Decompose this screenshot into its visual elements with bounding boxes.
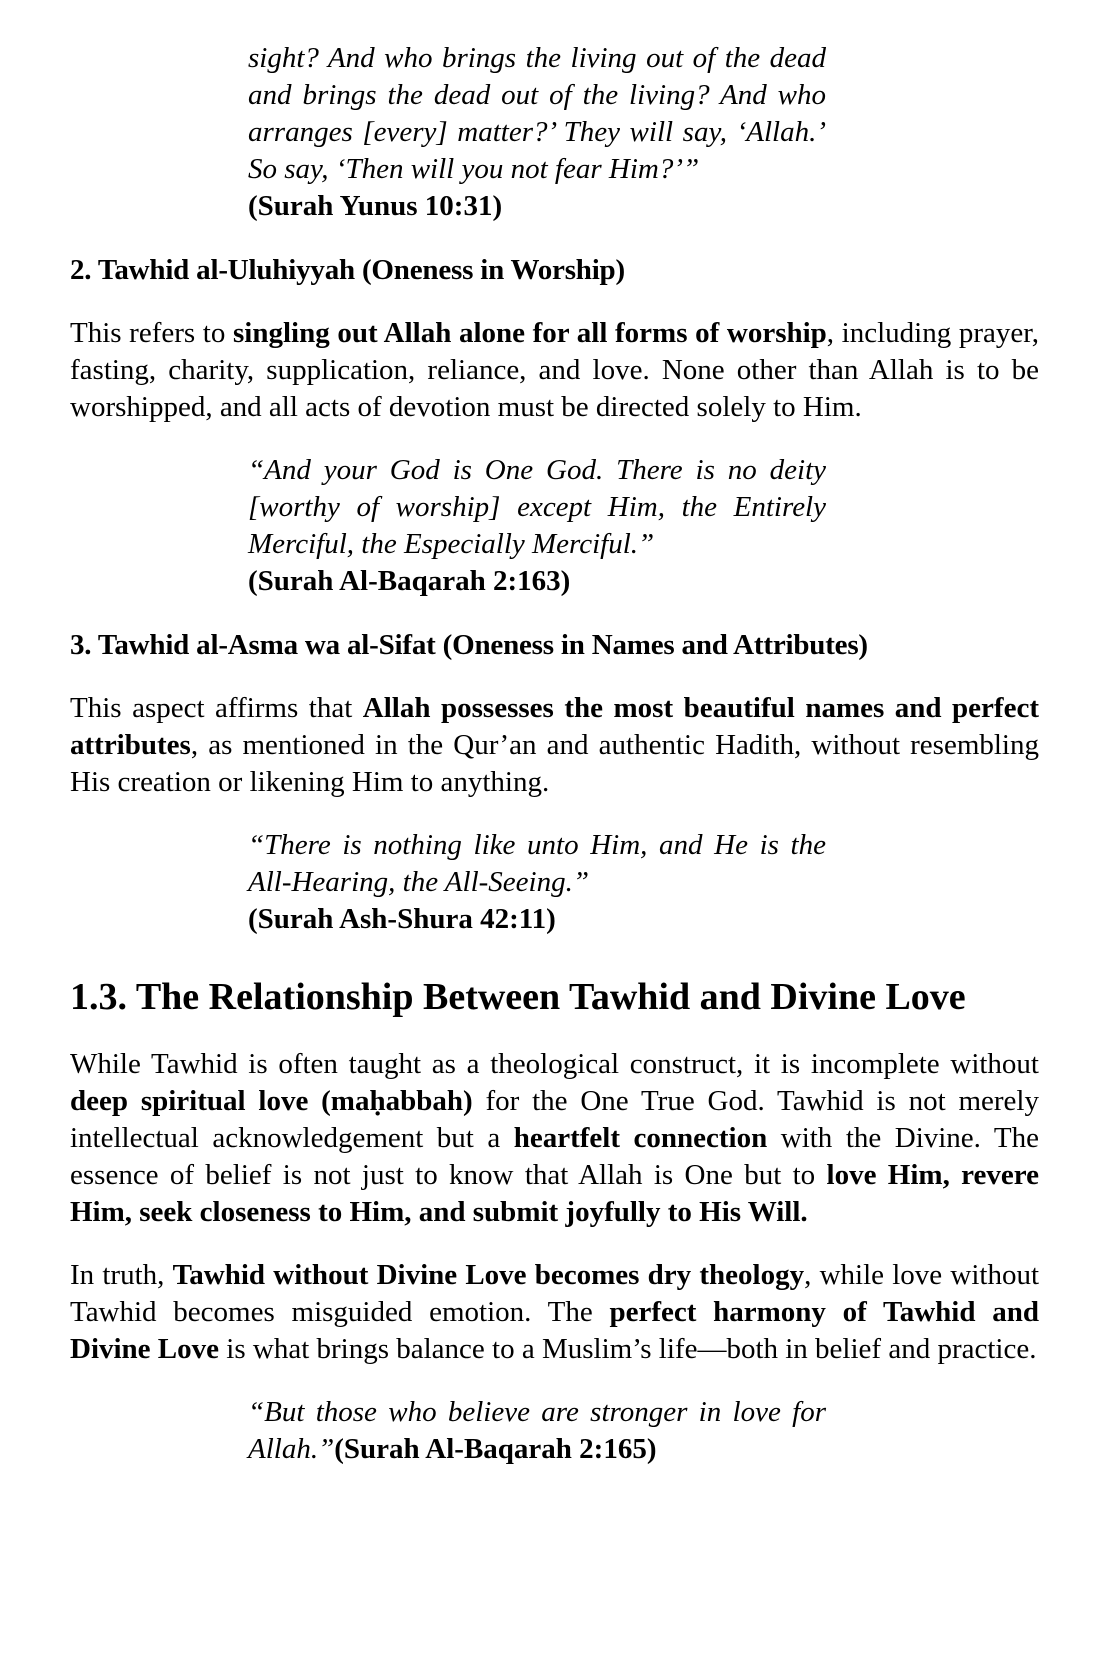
text-segment: is what brings balance to a Muslim’s life—both in belief and practice. <box>219 1333 1037 1365</box>
text-segment: This refers to <box>70 317 233 349</box>
quote-text: “And your God is One God. There is no deity [worthy of worship] except Him, the Entirely Merciful, the Especially Merciful.” <box>248 454 826 560</box>
bold-text-segment: heartfelt connection <box>513 1122 768 1154</box>
text-segment: with the Divine. The essence of belief is not just to know that Allah is One but to <box>70 1122 1039 1191</box>
quote-citation: (Surah Ash-Shura 42:11) <box>248 903 556 935</box>
bold-text-segment: Tawhid without Divine Love becomes dry theology <box>172 1259 805 1291</box>
bold-text-segment: deep spiritual love (maḥabbah) <box>70 1085 473 1117</box>
quote-text: “There is nothing like unto Him, and He is the All-Hearing, the All-Seeing.” <box>248 829 826 898</box>
section-heading <box>70 974 1039 1020</box>
section-title: The Relationship Between Tawhid and Divine Love <box>135 976 966 1018</box>
bold-text-segment: Allah possesses the most beautiful names and perfect attributes <box>70 692 1039 761</box>
quran-quote <box>248 40 826 225</box>
text-segment: While Tawhid is often taught as a theological construct, it is incomplete without <box>70 1048 1039 1080</box>
quote-citation: (Surah Yunus 10:31) <box>248 190 503 222</box>
quote-citation: (Surah Al-Baqarah 2:165) <box>334 1433 657 1465</box>
text-segment: This aspect affirms that <box>70 692 363 724</box>
text-segment: , while love without Tawhid becomes misguided emotion. The <box>70 1259 1039 1328</box>
body-paragraph <box>70 1046 1039 1231</box>
quran-quote <box>248 827 826 938</box>
text-segment: , including prayer, fasting, charity, supplication, reliance, and love. None other than Allah is to be worshipped, and all acts of devotion must be directed solely to Him. <box>70 317 1039 423</box>
bold-text-segment: perfect harmony of Tawhid and Divine Love <box>70 1296 1039 1365</box>
quote-text: “But those who believe are stronger in love for Allah.” <box>248 1396 826 1465</box>
quran-quote <box>248 1394 826 1468</box>
body-paragraph <box>70 690 1039 801</box>
text-segment: , as mentioned in the Qur’an and authentic Hadith, without resembling His creation or likening Him to anything. <box>70 729 1039 798</box>
body-paragraph <box>70 1257 1039 1368</box>
subsection-heading: 3. Tawhid al-Asma wa al-Sifat (Oneness in Names and Attributes) <box>70 629 868 661</box>
bold-text-segment: love Him, revere Him, seek closeness to Him, and submit joyfully to His Will. <box>70 1159 1039 1228</box>
subsection-heading: 2. Tawhid al-Uluhiyyah (Oneness in Worship) <box>70 254 625 286</box>
bold-text-segment: singling out Allah alone for all forms of worship <box>233 317 827 349</box>
quote-citation: (Surah Al-Baqarah 2:163) <box>248 565 571 597</box>
text-segment: for the One True God. Tawhid is not merely intellectual acknowledgement but a <box>70 1085 1039 1154</box>
body-paragraph <box>70 315 1039 426</box>
section-number: 1.3. <box>70 976 127 1018</box>
quran-quote <box>248 452 826 600</box>
page-content <box>70 40 1039 1468</box>
quote-text: sight? And who brings the living out of the dead and brings the dead out of the living? And who arranges [every] matter?’ They will say, ‘Allah.’ So say, ‘Then will you not fear Him?’” <box>248 42 826 185</box>
text-segment: In truth, <box>70 1259 173 1291</box>
